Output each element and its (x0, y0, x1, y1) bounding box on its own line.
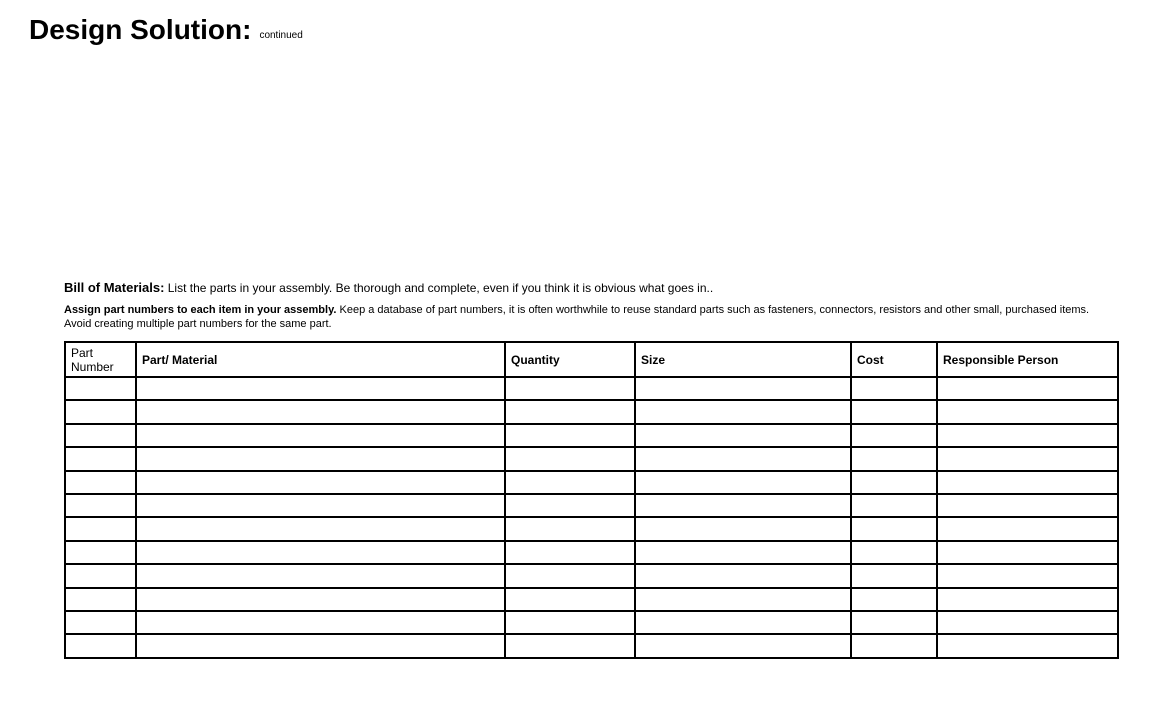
table-cell[interactable] (505, 611, 635, 634)
table-row (65, 494, 1118, 517)
table-cell[interactable] (505, 471, 635, 494)
table-cell[interactable] (505, 564, 635, 587)
table-cell[interactable] (635, 588, 851, 611)
table-cell[interactable] (136, 400, 505, 423)
table-cell[interactable] (635, 377, 851, 400)
table-row (65, 471, 1118, 494)
column-header-part-number: Part Number (65, 342, 136, 377)
table-cell[interactable] (937, 611, 1118, 634)
table-cell[interactable] (937, 588, 1118, 611)
table-cell[interactable] (851, 377, 937, 400)
table-cell[interactable] (635, 424, 851, 447)
table-cell[interactable] (65, 588, 136, 611)
title-continued-text: continued (259, 30, 303, 41)
table-cell[interactable] (635, 471, 851, 494)
table-cell[interactable] (505, 517, 635, 540)
table-cell[interactable] (937, 471, 1118, 494)
table-cell[interactable] (851, 564, 937, 587)
table-cell[interactable] (136, 564, 505, 587)
column-header-cost: Cost (851, 342, 937, 377)
table-cell[interactable] (851, 611, 937, 634)
bom-instruction (64, 280, 1114, 296)
column-header-size: Size (635, 342, 851, 377)
table-row (65, 400, 1118, 423)
table-cell[interactable] (65, 634, 136, 658)
table-row (65, 564, 1118, 587)
table-cell[interactable] (635, 447, 851, 470)
table-cell[interactable] (635, 400, 851, 423)
table-cell[interactable] (136, 447, 505, 470)
table-cell[interactable] (505, 400, 635, 423)
bom-heading: Bill of Materials: (64, 280, 165, 295)
table-cell[interactable] (65, 564, 136, 587)
table-cell[interactable] (65, 517, 136, 540)
instructions (64, 280, 1114, 331)
table-cell[interactable] (937, 424, 1118, 447)
table-row (65, 588, 1118, 611)
table-row (65, 611, 1118, 634)
table-cell[interactable] (851, 447, 937, 470)
table-cell[interactable] (937, 447, 1118, 470)
table-cell[interactable] (937, 564, 1118, 587)
bom-table (64, 341, 1119, 659)
table-cell[interactable] (136, 541, 505, 564)
table-cell[interactable] (505, 541, 635, 564)
table-cell[interactable] (851, 400, 937, 423)
table-cell[interactable] (851, 471, 937, 494)
table-cell[interactable] (937, 517, 1118, 540)
table-cell[interactable] (937, 377, 1118, 400)
title-text: Design Solution: (29, 14, 252, 45)
table-row (65, 424, 1118, 447)
table-cell[interactable] (851, 634, 937, 658)
table-cell[interactable] (65, 400, 136, 423)
table-cell[interactable] (635, 611, 851, 634)
table-cell[interactable] (136, 517, 505, 540)
table-cell[interactable] (65, 541, 136, 564)
table-cell[interactable] (65, 494, 136, 517)
table-cell[interactable] (65, 611, 136, 634)
page-title (29, 16, 303, 44)
table-cell[interactable] (505, 588, 635, 611)
column-header-part-material: Part/ Material (136, 342, 505, 377)
table-cell[interactable] (937, 634, 1118, 658)
table-cell[interactable] (505, 494, 635, 517)
table-header-row (65, 342, 1118, 377)
assign-instruction-text: Keep a database of part numbers, it is often worthwhile to reuse standard parts such as fasteners, connectors, resistors and other small, purchased items. Avoid creating multiple part numbers for the same part. (64, 304, 1090, 330)
table-cell[interactable] (635, 541, 851, 564)
table-cell[interactable] (937, 400, 1118, 423)
table-row (65, 447, 1118, 470)
table-row (65, 517, 1118, 540)
table-cell[interactable] (136, 611, 505, 634)
column-header-responsible-person: Responsible Person (937, 342, 1118, 377)
table-row (65, 377, 1118, 400)
table-cell[interactable] (136, 634, 505, 658)
table-cell[interactable] (136, 471, 505, 494)
table-cell[interactable] (505, 424, 635, 447)
table-cell[interactable] (136, 424, 505, 447)
table-cell[interactable] (505, 447, 635, 470)
table-cell[interactable] (635, 634, 851, 658)
table-row (65, 541, 1118, 564)
table-cell[interactable] (65, 471, 136, 494)
table-cell[interactable] (136, 377, 505, 400)
table-cell[interactable] (505, 634, 635, 658)
table-cell[interactable] (65, 424, 136, 447)
table-cell[interactable] (937, 494, 1118, 517)
table-cell[interactable] (635, 564, 851, 587)
table-cell[interactable] (851, 588, 937, 611)
table-cell[interactable] (851, 541, 937, 564)
bom-instruction-text: List the parts in your assembly. Be thorough and complete, even if you think it is obvious what goes in.. (164, 281, 714, 295)
table-cell[interactable] (851, 494, 937, 517)
table-cell[interactable] (851, 517, 937, 540)
table-cell[interactable] (505, 377, 635, 400)
table-cell[interactable] (136, 588, 505, 611)
table-body (65, 377, 1118, 658)
table-cell[interactable] (851, 424, 937, 447)
table-cell[interactable] (635, 517, 851, 540)
table-cell[interactable] (65, 447, 136, 470)
assign-instruction (64, 303, 1114, 331)
table-cell[interactable] (635, 494, 851, 517)
table-cell[interactable] (937, 541, 1118, 564)
column-header-quantity: Quantity (505, 342, 635, 377)
table-cell[interactable] (136, 494, 505, 517)
assign-heading: Assign part numbers to each item in your assembly. (64, 304, 337, 316)
table-row (65, 634, 1118, 658)
table-cell[interactable] (65, 377, 136, 400)
